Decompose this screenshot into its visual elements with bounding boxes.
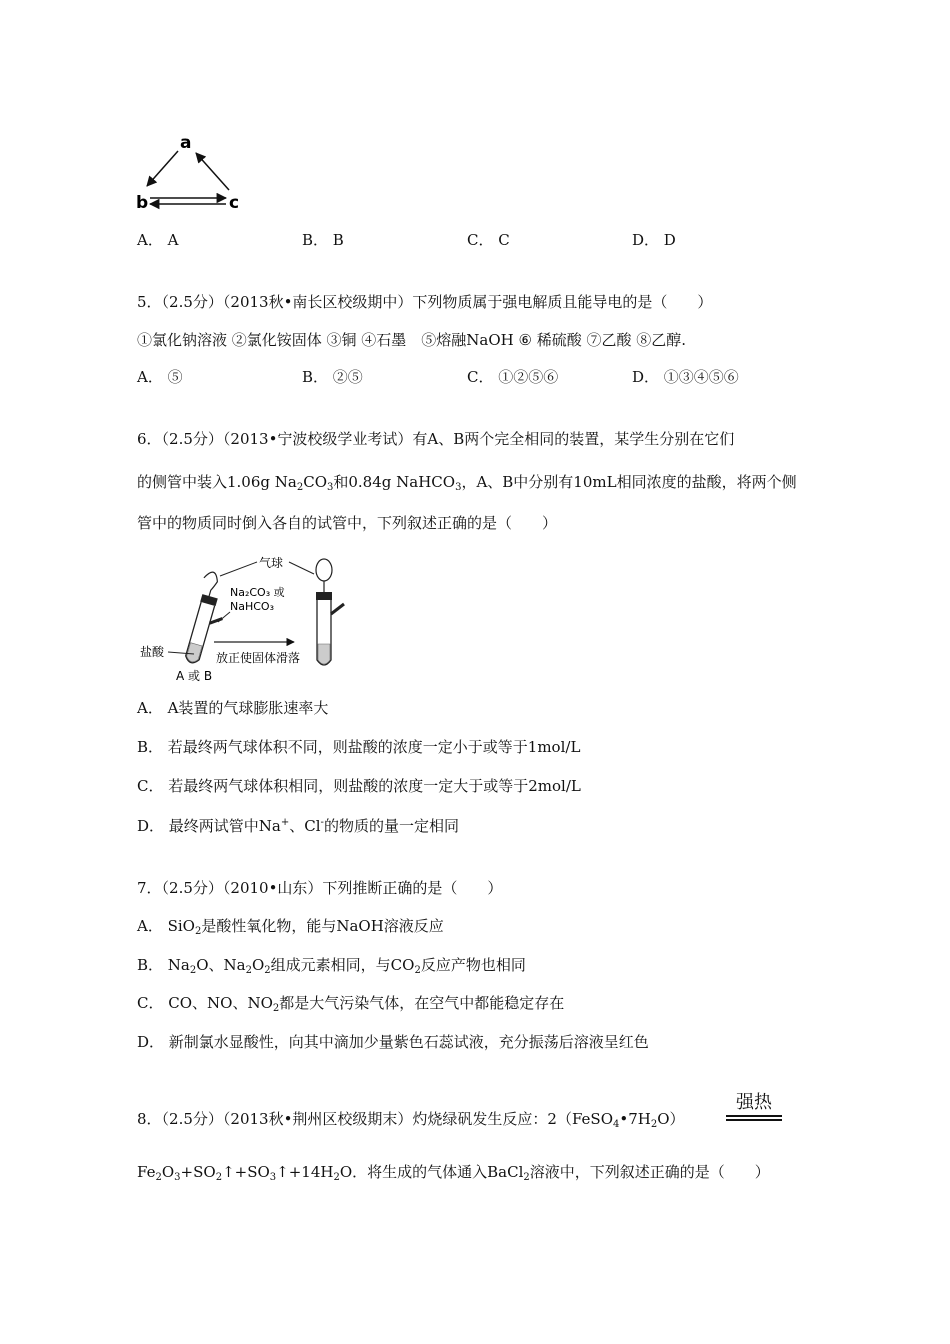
q7-option-d: D． 新制氯水显酸性，向其中滴加少量紫色石蕊试液，充分振荡后溶液呈红色 (137, 1033, 649, 1051)
q5-option-b: B． ②⑤ (302, 368, 363, 386)
q6-stem-line-3: 管中的物质同时倒入各自的试管中，下列叙述正确的是（ ） (137, 514, 558, 532)
q7-stem: 7．（2.5分）（2010•山东）下列推断正确的是（ ） (137, 879, 503, 897)
q8-stem-line-2: $Fe_2O_3+SO_2↑+SO_3↑+14H_2O$．将生成的气体通入BaCl$_2$溶液中，下列叙述正确的是（ ） (137, 1163, 770, 1183)
q5-option-d: D． ①③④⑤⑥ (632, 368, 739, 386)
arrow-c-to-a (196, 153, 229, 190)
q6-option-a: A． A装置的气球膨胀速率大 (137, 699, 329, 717)
q6-stem-line-2: 的侧管中装入1.06g $Na_2CO_3$和0.84g NaHCO$_3$，A、B中分别有10mL相同浓度的盐酸，将两个侧 (137, 473, 797, 493)
q6-option-d: D． 最终两试管中Na+、Cl-的物质的量一定相同 (137, 817, 459, 835)
q4-cycle-diagram (128, 128, 253, 213)
q4-option-b: B． B (302, 231, 344, 249)
q5-stem: 5．（2.5分）（2013秋•南长区校级期中）下列物质属于强电解质且能导电的是（ ） (137, 293, 713, 311)
q8-condition-bar (726, 1115, 782, 1121)
q4-option-c: C． C (467, 231, 510, 249)
q8-stem-line-1: 8．（2.5分）（2013秋•荆州区校级期末）灼烧绿矾发生反应：$2(FeSO_4•7H_2O)$ (137, 1110, 685, 1130)
q7-option-c: C． CO、NO、$NO_2$都是大气污染气体，在空气中都能稳定存在 (137, 994, 565, 1014)
figure-balloon-label: 气球 (259, 556, 284, 570)
q6-stem-line-1: 6．（2.5分）（2013•宁波校级学业考试）有A、B两个完全相同的装置，某学生分别在它们 (137, 430, 735, 448)
figure-ab-label: A 或 B (176, 669, 213, 683)
q7-option-b: B． $Na_2O$、$Na_2O_2$组成元素相同，与$CO_2$反应产物也相同 (137, 956, 526, 976)
node-a-label: a (180, 133, 192, 153)
q5-option-c: C． ①②⑤⑥ (467, 368, 559, 386)
figure-action-label: 放正使固体滑落 (216, 651, 301, 665)
node-b-label: b (136, 193, 149, 213)
q6-apparatus-figure (134, 552, 364, 684)
q4-option-d: D． D (632, 231, 676, 249)
q4-option-a: A． A (137, 231, 179, 249)
figure-reagent-line-2: NaHCO₃ (230, 600, 274, 613)
q8-reaction-condition (726, 1088, 782, 1121)
q5-items: ①氯化钠溶液 ②氯化铵固体 ③铜 ④石墨 ⑤熔融NaOH ⑥ 稀硫酸 ⑦乙酸 ⑧乙醇. (137, 331, 687, 349)
figure-reagent-line-1: Na₂CO₃ 或 (230, 586, 285, 599)
q6-option-c: C． 若最终两气球体积相同，则盐酸的浓度一定大于或等于2mol/L (137, 777, 581, 795)
q6-option-b: B． 若最终两气球体积不同，则盐酸的浓度一定小于或等于1mol/L (137, 738, 581, 756)
q8-condition-label: 强热 (736, 1092, 772, 1113)
q5-option-a: A． ⑤ (137, 368, 183, 386)
node-c-label: c (229, 193, 240, 213)
figure-acid-label: 盐酸 (140, 645, 165, 659)
q7-option-a: A． SiO$_2$是酸性氧化物，能与NaOH溶液反应 (137, 917, 444, 937)
arrow-a-to-b (147, 151, 178, 186)
